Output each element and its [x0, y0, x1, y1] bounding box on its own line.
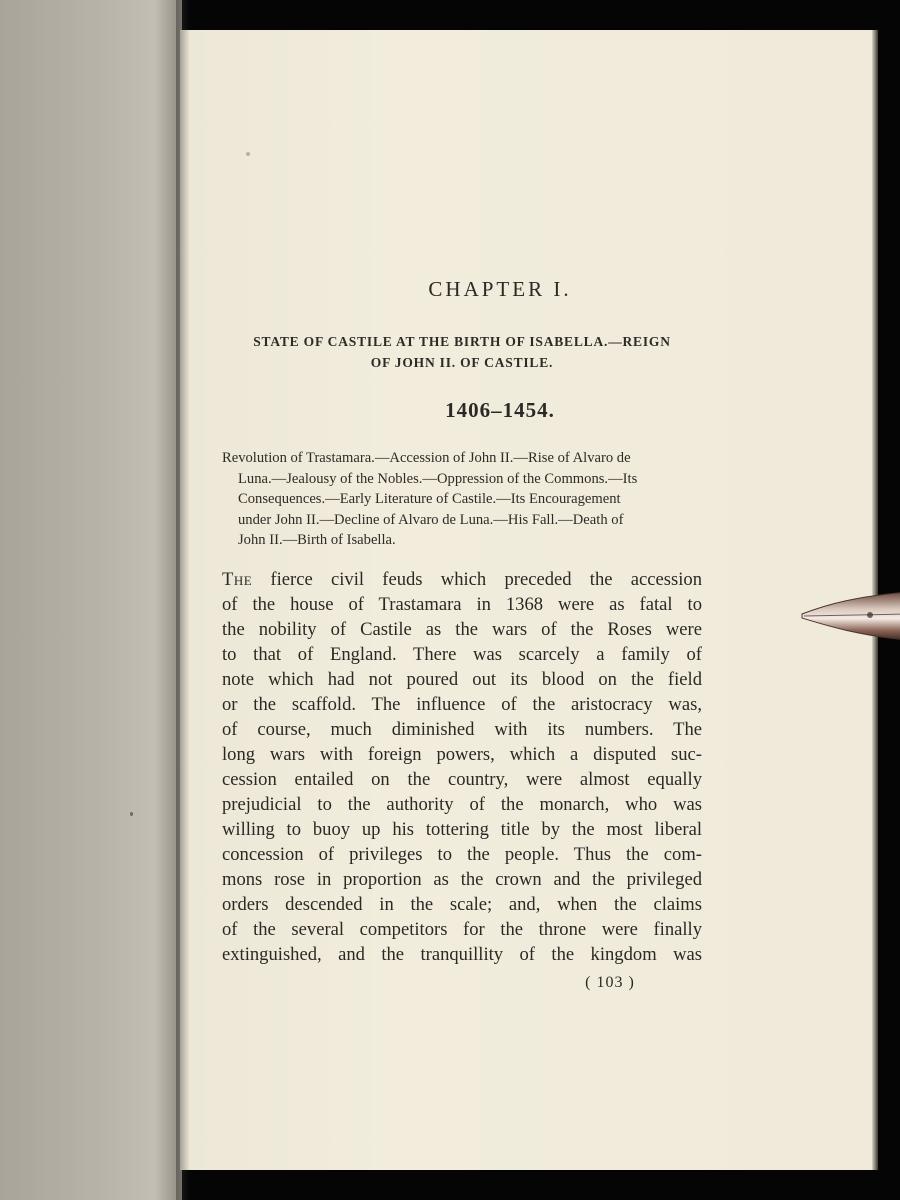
subtitle-line: OF JOHN II. OF CASTILE.: [370, 355, 554, 370]
body-line: concession of privileges to the people. Thus the com-: [222, 844, 702, 865]
opening-word: The: [222, 569, 253, 590]
body-line: of course, much diminished with its numbers. The: [222, 719, 702, 740]
body-line: willing to buoy up his tottering title by the most liberal: [222, 819, 702, 840]
body-line: or the scaffold. The influence of the aristocracy was,: [222, 694, 702, 715]
body-line: of the house of Trastamara in 1368 were as fatal to: [222, 594, 702, 615]
body-line: cession entailed on the country, were almost equally: [222, 769, 702, 790]
synopsis-line: Luna.—Jealousy of the Nobles.—Oppression of the Commons.—Its: [238, 470, 638, 487]
body-line: [222, 567, 702, 592]
body-line: the nobility of Castile as the wars of the Roses were: [222, 619, 702, 640]
gutter-shadow: [176, 0, 190, 1200]
body-line: of the several competitors for the throne were finally: [222, 919, 702, 940]
body-line: prejudicial to the authority of the monarch, who was: [222, 794, 702, 815]
date-range: 1406–1454.: [445, 398, 555, 422]
chapter-heading: CHAPTER I.: [428, 277, 572, 301]
pen-nib-pointer-icon: [798, 584, 900, 646]
paper-speck: [246, 152, 250, 156]
synopsis-line: under John II.—Decline of Alvaro de Luna.—His Fall.—Death of: [238, 511, 624, 528]
synopsis-line: John II.—Birth of Isabella.: [238, 532, 396, 548]
chapter-subtitle: [220, 331, 704, 373]
facing-page: [0, 0, 182, 1200]
synopsis-line: Consequences.—Early Literature of Castile.—Its Encouragement: [238, 491, 621, 507]
body-line: long wars with foreign powers, which a disputed suc-: [222, 744, 702, 765]
chapter-synopsis: [222, 448, 702, 551]
body-line: note which had not poured out its blood on the field: [222, 669, 702, 690]
subtitle-line: STATE OF CASTILE AT THE BIRTH OF ISABELLA.—REIGN: [253, 334, 671, 349]
book-page: [180, 30, 874, 1170]
body-line: orders descended in the scale; and, when the claims: [222, 894, 702, 915]
synopsis-line: Revolution of Trastamara.—Accession of John II.—Rise of Alvaro de: [222, 450, 631, 466]
body-line: extinguished, and the tranquillity of the kingdom was: [222, 944, 702, 965]
body-line: to that of England. There was scarcely a family of: [222, 644, 702, 665]
page-number: ( 103 ): [585, 974, 635, 991]
body-text: [222, 567, 702, 967]
paper-speck: [130, 812, 133, 816]
body-line-text: fierce civil feuds which preceded the accession: [252, 569, 702, 590]
body-line: mons rose in proportion as the crown and the privileged: [222, 869, 702, 890]
